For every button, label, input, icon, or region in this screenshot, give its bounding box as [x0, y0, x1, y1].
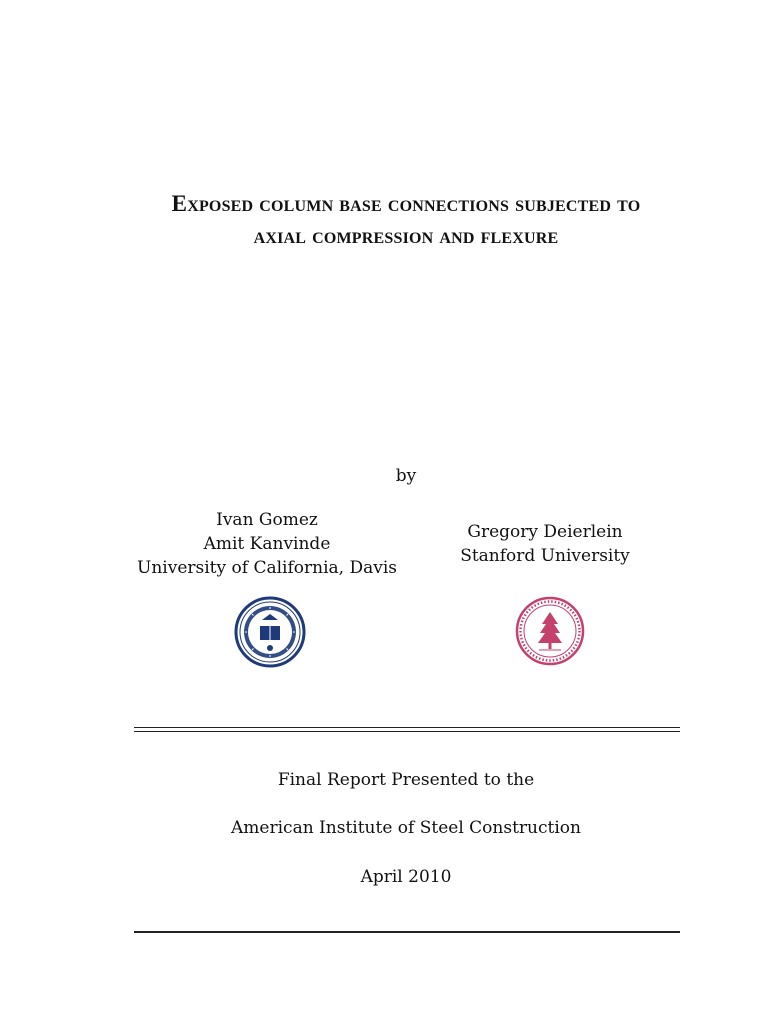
report-date: April 2010 — [360, 867, 452, 887]
double-rule-divider — [134, 727, 680, 732]
presented-to-line: Final Report Presented to the — [277, 770, 535, 790]
bottom-rule-divider — [134, 931, 680, 933]
author-affiliation: Stanford University — [460, 546, 630, 566]
stanford-seal-icon — [515, 596, 585, 666]
author-group-ucdavis — [136, 508, 398, 580]
report-title-line-2: axial compression and flexure — [253, 223, 559, 248]
report-title-line-1: Exposed column base connections subjected to — [171, 191, 641, 216]
author-name: Ivan Gomez — [216, 510, 318, 530]
author-name: Amit Kanvinde — [203, 534, 331, 554]
author-name: Gregory Deierlein — [467, 522, 623, 542]
author-affiliation: University of California, Davis — [137, 558, 397, 578]
author-group-stanford — [448, 520, 642, 568]
by-label: by — [395, 466, 417, 486]
sponsor-name: American Institute of Steel Construction — [231, 818, 581, 838]
uc-seal-icon — [234, 596, 306, 668]
